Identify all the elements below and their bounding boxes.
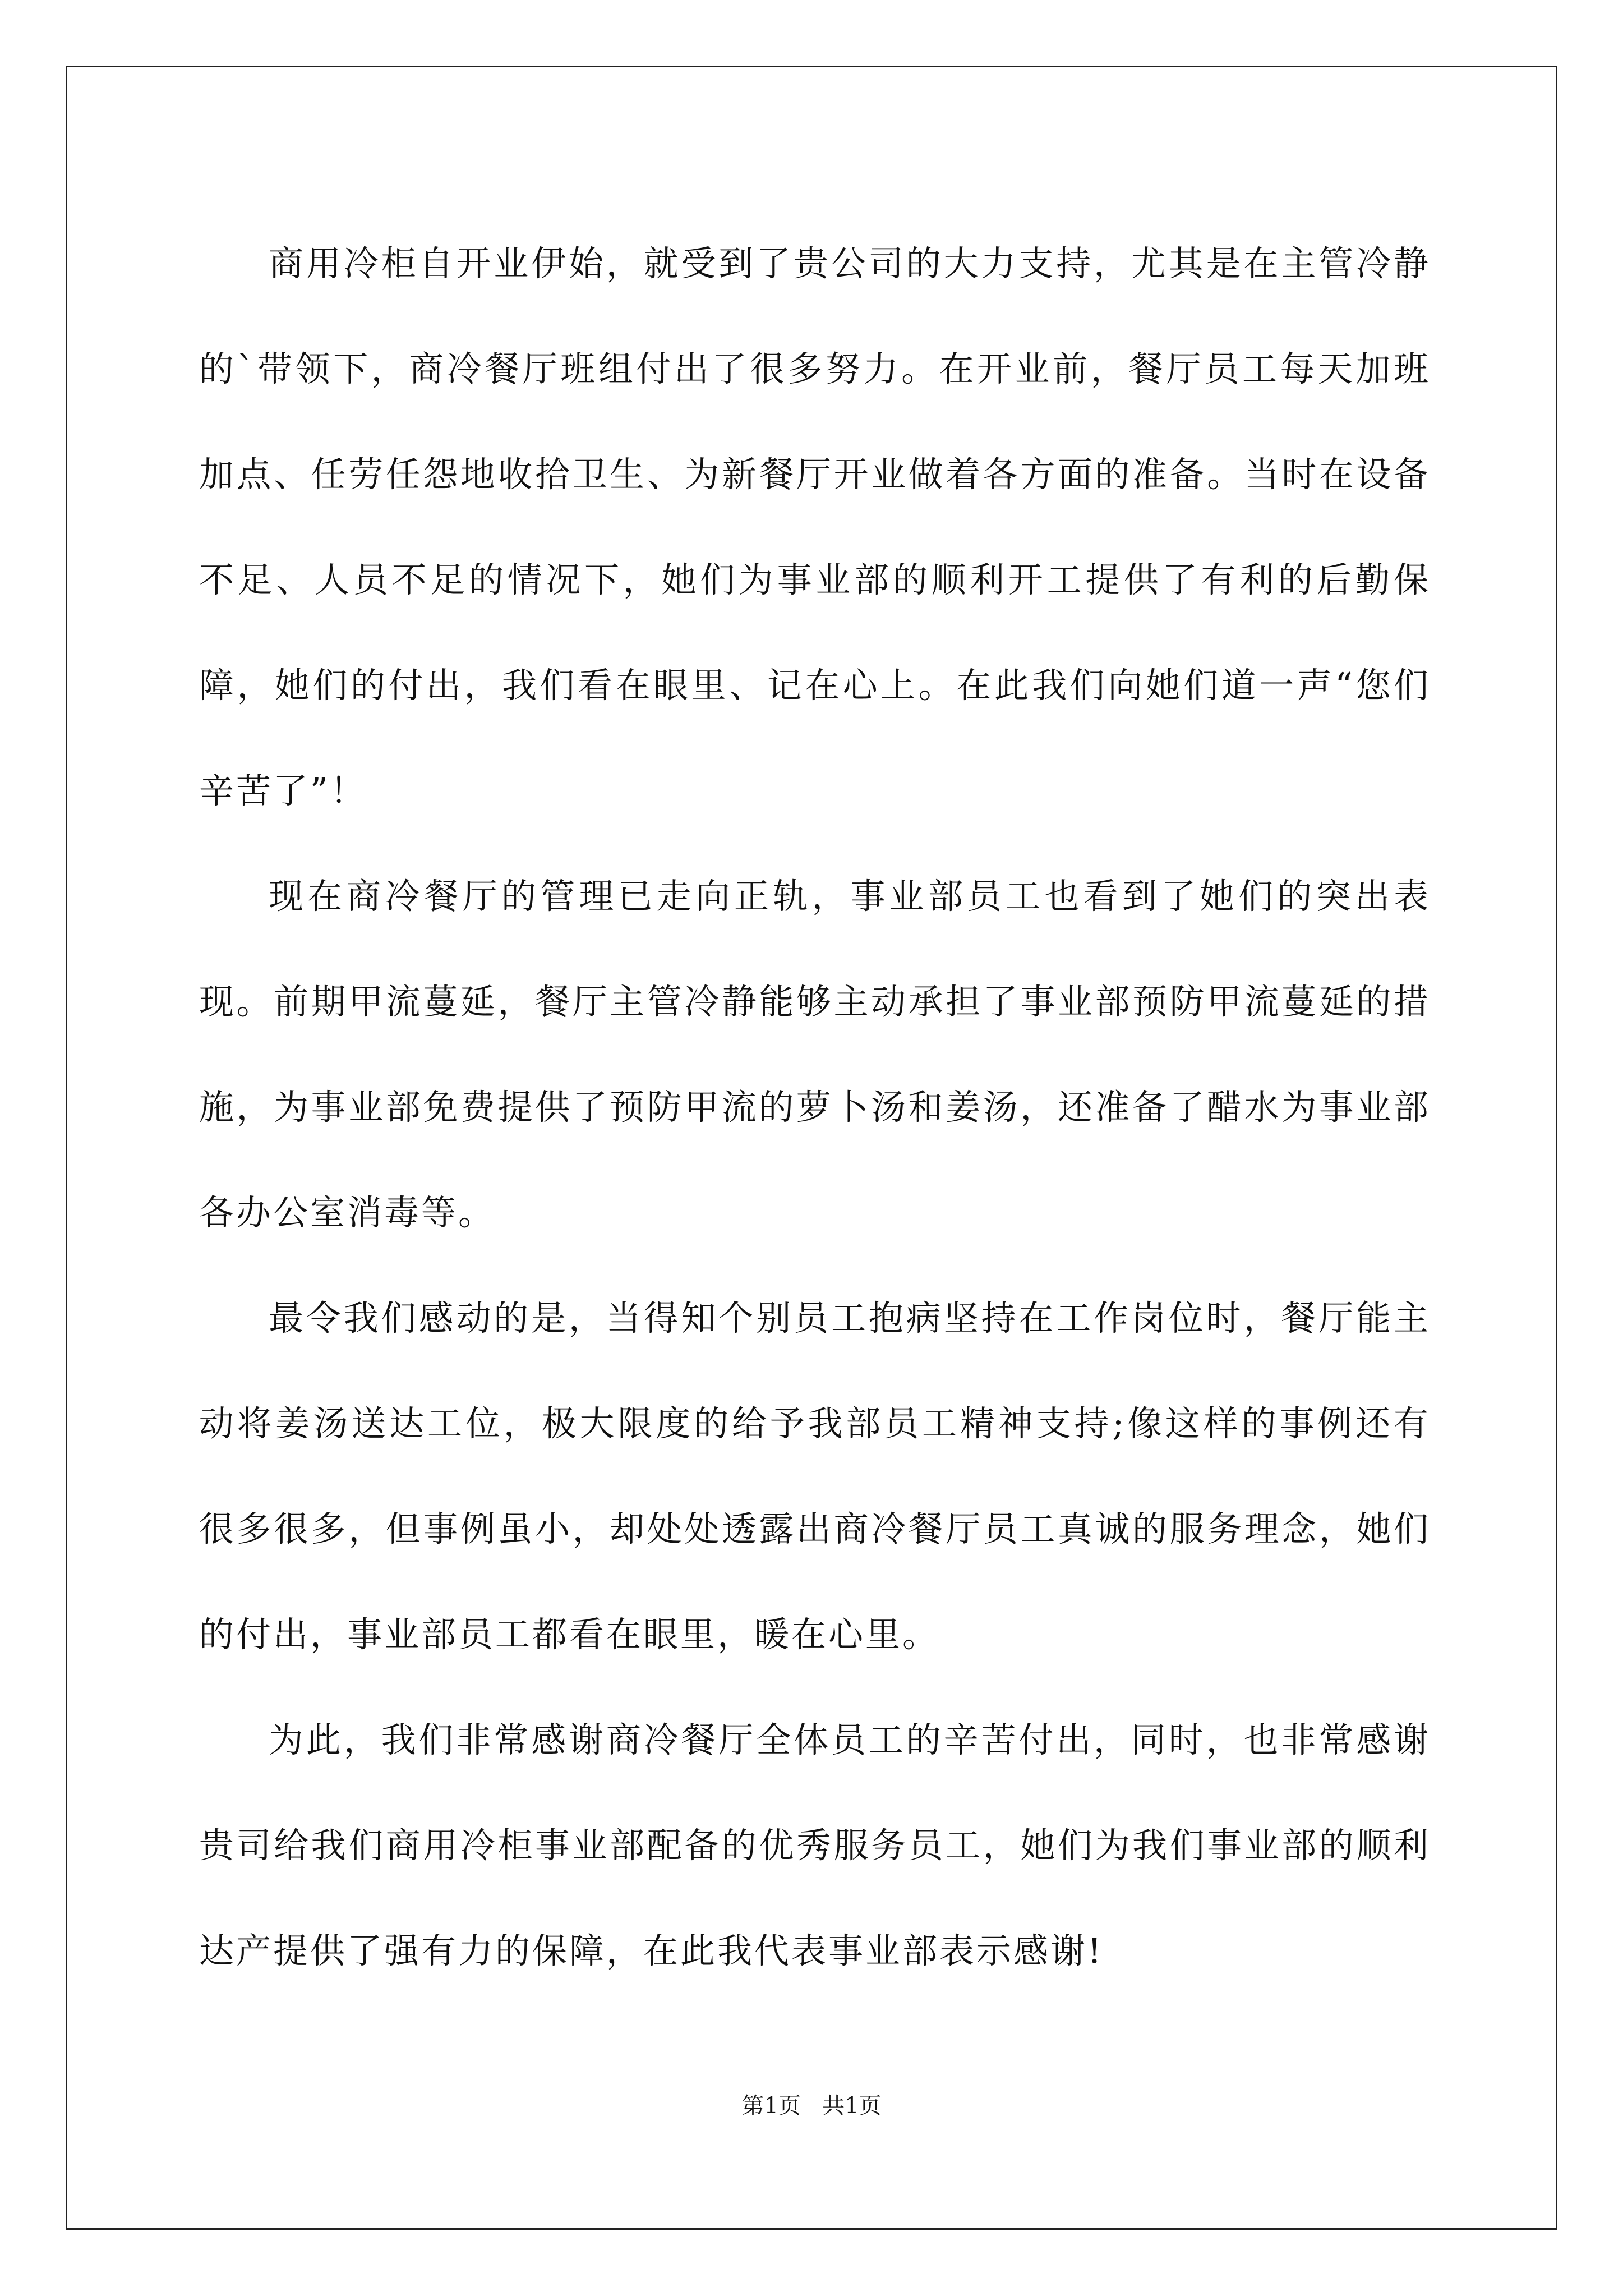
page-total: 共1页: [822, 2093, 882, 2119]
paragraph-1: 商用冷柜自开业伊始，就受到了贵公司的大力支持，尤其是在主管冷静的`带领下，商冷餐厅班组付出了很多努力。在开业前，餐厅员工每天加班加点、任劳任怨地收拾卫生、为新餐厅开业做着各方面的准备。当时在设备不足、人员不足的情况下，她们为事业部的顺利开工提供了有利的后勤保障，她们的付出，我们看在眼里、记在心上。在此我们向她们道一声“您们辛苦了”！: [199, 243, 1431, 811]
paragraph-2: 现在商冷餐厅的管理已走向正轨，事业部员工也看到了她们的突出表现。前期甲流蔓延，餐厅主管冷静能够主动承担了事业部预防甲流蔓延的措施，为事业部免费提供了预防甲流的萝卜汤和姜汤，还准备了醋水为事业部各办公室消毒等。: [199, 876, 1431, 1233]
page-footer: [0, 2088, 1623, 2120]
document-body: [199, 211, 1431, 2004]
paragraph-4: 为此，我们非常感谢商冷餐厅全体员工的辛苦付出，同时，也非常感谢贵司给我们商用冷柜事业部配备的优秀服务员工，她们为我们事业部的顺利达产提供了强有力的保障，在此我代表事业部表示感谢!: [199, 1719, 1431, 1971]
page-number: 第1页: [741, 2093, 801, 2119]
paragraph-3: 最令我们感动的是，当得知个别员工抱病坚持在工作岗位时，餐厅能主动将姜汤送达工位，极大限度的给予我部员工精神支持;像这样的事例还有很多很多，但事例虽小，却处处透露出商冷餐厅员工真诚的服务理念，她们的付出，事业部员工都看在眼里，暖在心里。: [199, 1297, 1431, 1655]
